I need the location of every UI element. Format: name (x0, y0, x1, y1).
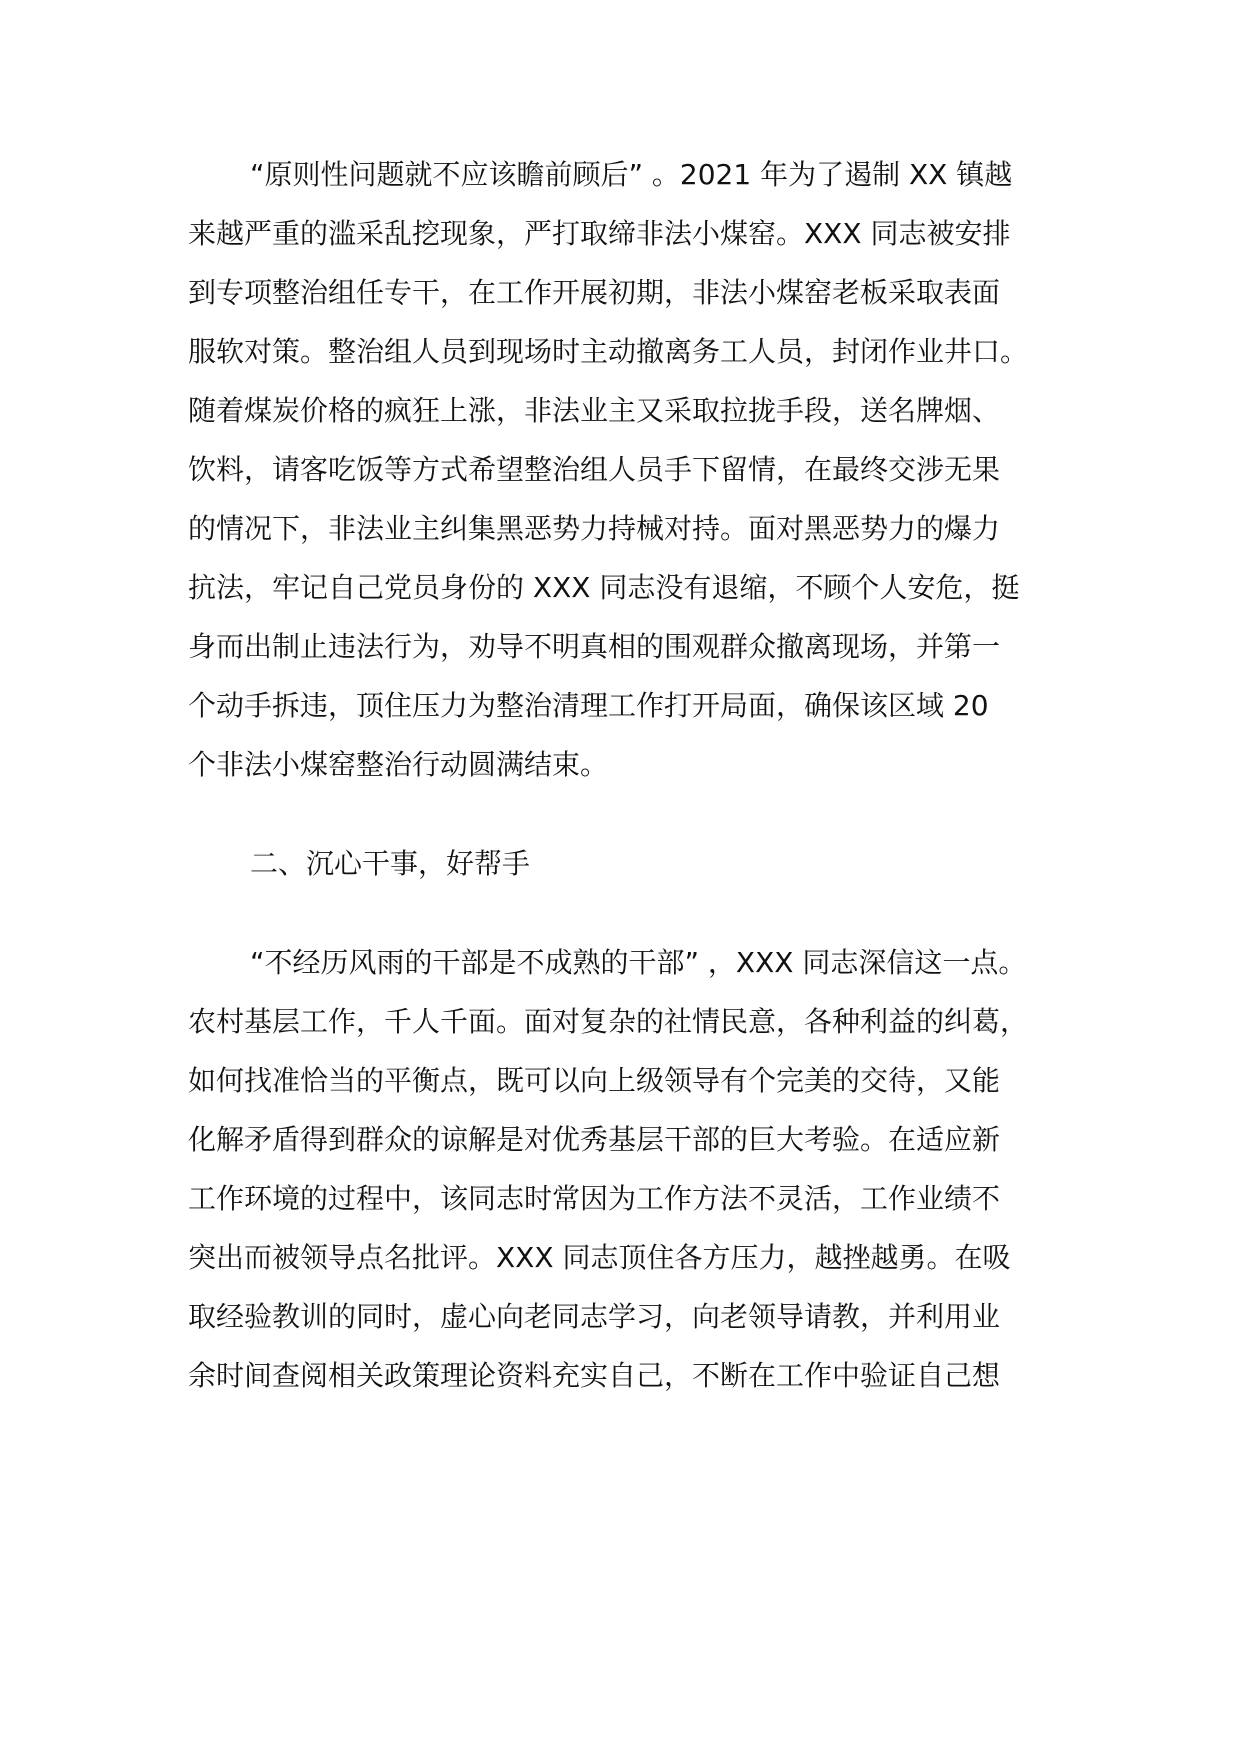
paragraph-1-line-3: 到专项整治组任专干，在工作开展初期，非法小煤窑老板采取表面 (188, 276, 1001, 309)
paragraph-1-line-5: 随着煤炭价格的疯狂上涨，非法业主又采取拉拢手段，送名牌烟、 (188, 394, 1001, 427)
paragraph-2-line-5: 工作环境的过程中，该同志时常因为工作方法不灵活，工作业绩不 (188, 1182, 1001, 1215)
paragraph-1-line-10: 个动手拆违，顶住压力为整治清理工作打开局面，确保该区域 20 (188, 689, 989, 722)
paragraph-2-line-4: 化解矛盾得到群众的谅解是对优秀基层干部的巨大考验。在适应新 (188, 1123, 1001, 1156)
paragraph-1-line-11: 个非法小煤窑整治行动圆满结束。 (188, 748, 609, 781)
paragraph-2-line-2: 农村基层工作，千人千面。面对复杂的社情民意，各种利益的纠葛， (188, 1005, 1029, 1038)
paragraph-2-line-6: 突出而被领导点名批评。XXX 同志顶住各方压力，越挫越勇。在吸 (188, 1241, 1011, 1274)
paragraph-2-line-7: 取经验教训的同时，虚心向老同志学习，向老领导请教，并利用业 (188, 1300, 1001, 1333)
paragraph-1-line-4: 服软对策。整治组人员到现场时主动撤离务工人员，封闭作业井口。 (188, 335, 1029, 368)
paragraph-1-line-1: “原则性问题就不应该瞻前顾后” 。2021 年为了遏制 XX 镇越 (250, 158, 1013, 191)
paragraph-1-line-8: 抗法，牢记自己党员身份的 XXX 同志没有退缩，不顾个人安危，挺 (188, 571, 1020, 604)
paragraph-1-line-7: 的情况下，非法业主纠集黑恶势力持械对持。面对黑恶势力的爆力 (188, 512, 1001, 545)
paragraph-2-line-1: “不经历风雨的干部是不成熟的干部” ，XXX 同志深信这一点。 (250, 946, 1027, 979)
paragraph-2-line-3: 如何找准恰当的平衡点，既可以向上级领导有个完美的交待，又能 (188, 1064, 1001, 1097)
paragraph-1-line-9: 身而出制止违法行为，劝导不明真相的围观群众撤离现场，并第一 (188, 630, 1001, 663)
paragraph-1-line-2: 来越严重的滥采乱挖现象，严打取缔非法小煤窑。XXX 同志被安排 (188, 217, 1011, 250)
paragraph-2-line-8: 余时间查阅相关政策理论资料充实自己，不断在工作中验证自己想 (188, 1359, 1001, 1392)
section-heading-2: 二、沉心干事，好帮手 (250, 847, 531, 880)
paragraph-1-line-6: 饮料，请客吃饭等方式希望整治组人员手下留情，在最终交涉无果 (188, 453, 1001, 486)
